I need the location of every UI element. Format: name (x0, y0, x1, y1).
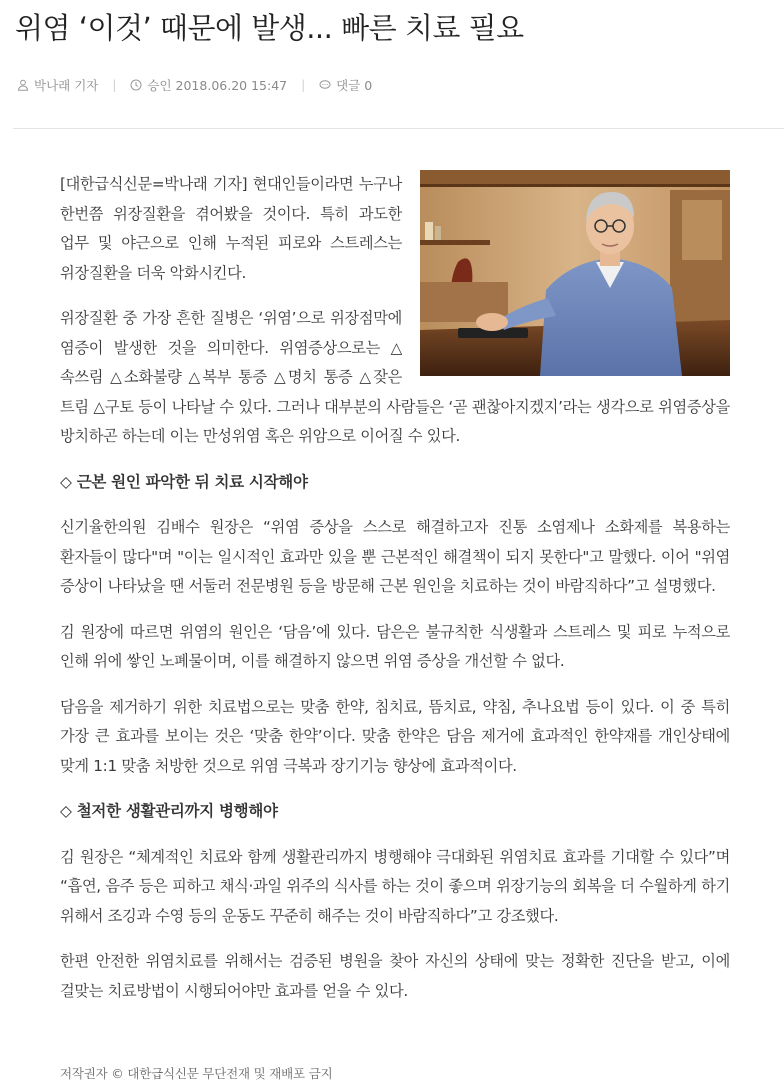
author-name: 박나래 기자 (34, 78, 99, 93)
comments-link[interactable] (319, 76, 372, 94)
paragraph-conclusion: 한편 안전한 위염치료를 위해서는 검증된 병원을 찾아 자신의 상태에 맞는 정확한 진단을 받고, 이에 걸맞는 치료방법이 시행되어야만 효과를 얻을 수 있다. (60, 952, 730, 1000)
paragraph-doctor-quote: 신기율한의원 김배수 원장은 “위염 증상을 스스로 해결하고자 진통 소염제나 소화제를 복용하는 환자들이 많다"며 "이는 일시적인 효과만 있을 뿐 근본적인 해결책이 되지 못한다"고 말했다. 이어 "위염 증상이 나타났을 땐 서둘러 전문병원 등을 방문해 근본 원인을 치료하는 것이 바람직하다”고 설명했다. (60, 518, 730, 595)
header-divider (13, 128, 784, 129)
comment-icon (319, 79, 331, 91)
user-icon (17, 79, 29, 91)
paragraph-treatment: 담음을 제거하기 위한 치료법으로는 맞춤 한약, 침치료, 뜸치료, 약침, 추나요법 등이 있다. 이 중 특히 가장 큰 효과를 보이는 것은 ‘맞춤 한약’이다. 맞춤 한약은 담음 제거에 효과적인 한약재를 개인상태에 맞게 1:1 맞춤 처방한 것으로 위염 극복과 장기기능 향상에 효과적이다. (60, 697, 730, 775)
clock-icon (130, 79, 142, 91)
doctor-photo[interactable] (420, 170, 730, 376)
article-meta (17, 74, 372, 96)
comment-count: 댓글 0 (336, 78, 373, 93)
article-title: 위염 ‘이것’ 때문에 발생... 빠른 치료 필요 (15, 11, 524, 45)
approval-date: 승인 2018.06.20 15:47 (147, 78, 288, 93)
author-info[interactable] (17, 76, 98, 94)
meta-divider: | (112, 78, 117, 92)
section-heading-lifestyle: ◇ 철저한 생활관리까지 병행해야 (60, 802, 278, 820)
approval-info (130, 76, 287, 94)
paragraph-cause: 김 원장에 따르면 위염의 원인은 ‘담음’에 있다. 담은은 불규칙한 식생활과 스트레스 및 피로 누적으로 인해 위에 쌓인 노폐물이며, 이를 해결하지 않으면 위염 증상을 개선할 수 없다. (60, 622, 730, 670)
article-body (60, 170, 730, 1022)
section-heading-cause: ◇ 근본 원인 파악한 뒤 치료 시작해야 (60, 472, 308, 491)
copyright-notice: 저작권자 © 대한급식신문 무단전재 및 재배포 금지 (60, 1066, 333, 1081)
paragraph-intro: [대한급식신문=박나래 기자] 현대인들이라면 누구나 한번쯤 위장질환을 겪어봤을 것이다. 특히 과도한 업무 및 야근으로 인해 누적된 피로와 스트레스는 위장질환을 더욱 악화시킨다. (60, 175, 402, 282)
paragraph-lifestyle: 김 원장은 “체계적인 치료와 함께 생활관리까지 병행해야 극대화된 위염치료 효과를 기대할 수 있다”며 “흡연, 음주 등은 피하고 채식·과일 위주의 식사를 하는 것이 좋으며 위장기능의 회복을 더 수월하게 하기 위해서 조깅과 수영 등의 운동도 꾸준히 해주는 것이 바람직하다”고 강조했다. (60, 847, 730, 925)
paragraph-symptoms: 위장질환 중 가장 흔한 질병은 ‘위염’으로 위장점막에 염증이 발생한 것을 의미한다. 위염증상으로는 △속쓰림 △소화불량 △복부 통증 △명치 통증 △잦은 트림 △구토 등이 나타날 수 있다. 그러나 대부분의 사람들은 ‘곧 괜찮아지겠지’라는 생각으로 위염증상을 방치하곤 하는데 이는 만성위염 혹은 위암으로 이어질 수 있다. (60, 309, 730, 445)
meta-divider: | (301, 78, 306, 92)
